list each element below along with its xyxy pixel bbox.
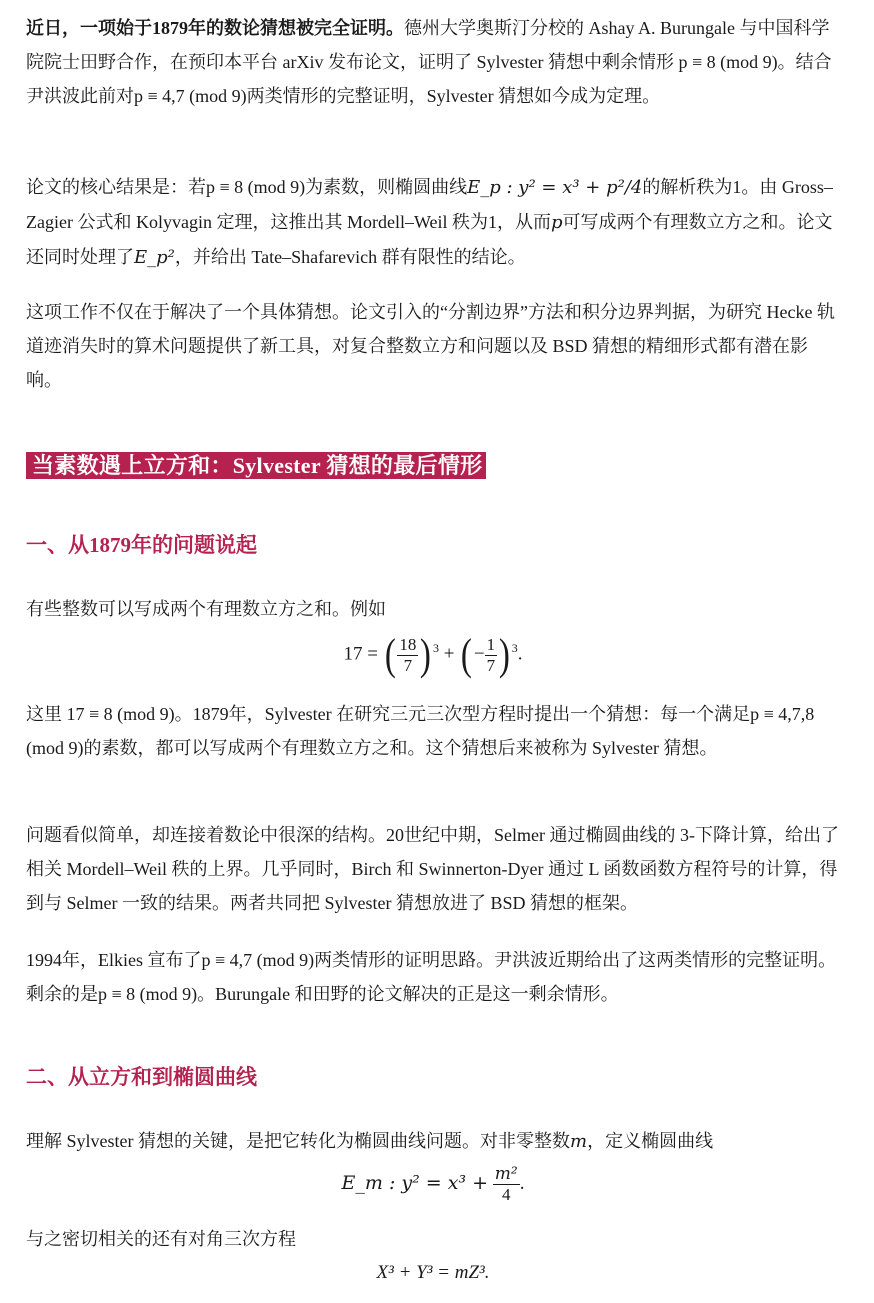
- intro-text-2: 。结合尹洪波此前对: [26, 52, 832, 106]
- section-2-heading: 二、从立方和到椭圆曲线: [26, 1065, 257, 1089]
- eq1-fraction-1: $\frac{18}{7}$: [399, 634, 417, 675]
- eq1-lhs: 17 =: [343, 643, 378, 665]
- result-paragraph: [26, 170, 840, 275]
- elkies-paragraph: 1994年，Elkies 宣布了p ≡ 4,7 (mod 9)两类情形的证明思路。尹洪波近期给出了这两类情形的完整证明。剩余的是p ≡ 8 (mod 9)。Burungale 和田野的论文解决的正是这一剩余情形。: [26, 950, 837, 1004]
- intro-math-1: p ≡ 8 (mod 9): [678, 52, 778, 72]
- para2-math-3: p: [551, 212, 563, 233]
- intro-lead-bold: 近日，一项始于1879年的数论猜想被完全证明。: [26, 18, 404, 38]
- impact-paragraph: 这项工作不仅在于解决了一个具体猜想。论文引入的“分割边界”方法和积分边界判据，为研究 Hecke 轨道迹消失时的算术问题提供了新工具，对复合整数立方和问题以及 BSD 猜想的精细形式都有潜在影响。: [26, 302, 835, 390]
- eq2-fraction: $\frac{\text{m²}}{4}$: [494, 1164, 518, 1204]
- history-paragraph: 问题看似简单，却连接着数论中很深的结构。20世纪中期，Selmer 通过椭圆曲线的 3-下降计算，给出了相关 Mordell–Weil 秩的上界。几乎同时，Birch 和 Swinnerton-Dyer 通过 L 函数函数方程符号的计算，得到与 Selmer 一致的结果。两者共同把 Sylvester 猜想放进了 BSD 猜想的框架。: [26, 825, 839, 913]
- intro-text-1: 德州大学奥斯汀分校的 Ashay A. Burungale 与中国科学院院士田野合作，在预印本平台 arXiv 发布论文，证明了 Sylvester 猜想中剩余情形: [26, 18, 830, 72]
- p5-math-2: p ≡ 4,7,8 (mod 9): [26, 704, 815, 758]
- intro-text-3: 两类情形的完整证明，Sylvester 猜想如今成为定理。: [246, 86, 661, 106]
- para2-text-5: ，并给出 Tate–Shafarevich 群有限性的结论。: [174, 247, 526, 267]
- section-1-intro: 有些整数可以写成两个有理数立方之和。例如: [26, 599, 386, 619]
- section-1-heading: 一、从1879年的问题说起: [26, 533, 257, 557]
- p8-math-m: m: [570, 1131, 588, 1152]
- para2-text-3: 的解析秩为1。由 Gross–Zagier 公式和 Kolyvagin 定理，这推出其 Mordell–Weil 秩为1，从而: [26, 177, 833, 232]
- banner-title: 当素数遇上立方和：Sylvester 猜想的最后情形: [26, 452, 486, 479]
- intro-math-2: p ≡ 4,7 (mod 9): [134, 86, 247, 106]
- equation-17-cubes: 17 = ( $\frac{18}{7}$ ) $^3$ + (− $\frac{1}{7}$ ) $^3$.: [343, 630, 523, 679]
- para2-math-1: p ≡ 8 (mod 9): [206, 177, 306, 197]
- para2-math-2: E_p : y² = x³ + p²/4: [467, 177, 643, 198]
- p7-math-2: p ≡ 8 (mod 9): [98, 984, 198, 1004]
- elliptic-curve-paragraph: 理解 Sylvester 猜想的关键，是把它转化为椭圆曲线问题。对非零整数m，定义椭圆曲线: [26, 1131, 714, 1152]
- eq2-lhs: E_m : y² = x³ +: [341, 1171, 489, 1194]
- sylvester-conjecture-paragraph: 这里 17 ≡ 8 (mod 9)。1879年，Sylvester 在研究三元三次型方程时提出一个猜想：每一个满足p ≡ 4,7,8 (mod 9)的素数，都可以写成两个有理数立方之和。这个猜想后来被称为 Sylvester 猜想。: [26, 704, 815, 758]
- intro-paragraph: [26, 11, 840, 113]
- para2-text-1: 论文的核心结果是：若: [26, 177, 206, 197]
- equation-diagonal-cubic: X³ + Y³ = mZ³.: [376, 1262, 490, 1283]
- equation-elliptic-curve: E_m : y² = x³ + $\frac{\text{m²}}{4}$ .: [341, 1164, 525, 1204]
- para2-math-4: E_p²: [134, 247, 175, 268]
- p5-math-1: 17 ≡ 8 (mod 9): [66, 704, 175, 724]
- eq1-fraction-2: $\frac{1}{7}$: [486, 634, 496, 675]
- para2-text-4: 可写成两个有理数立方之和。论文还同时处理了: [26, 212, 833, 267]
- para2-text-2: 为素数，则椭圆曲线: [305, 177, 468, 197]
- p7-math-1: p ≡ 4,7 (mod 9): [201, 950, 315, 970]
- cubic-equation-intro: 与之密切相关的还有对角三次方程: [26, 1229, 296, 1249]
